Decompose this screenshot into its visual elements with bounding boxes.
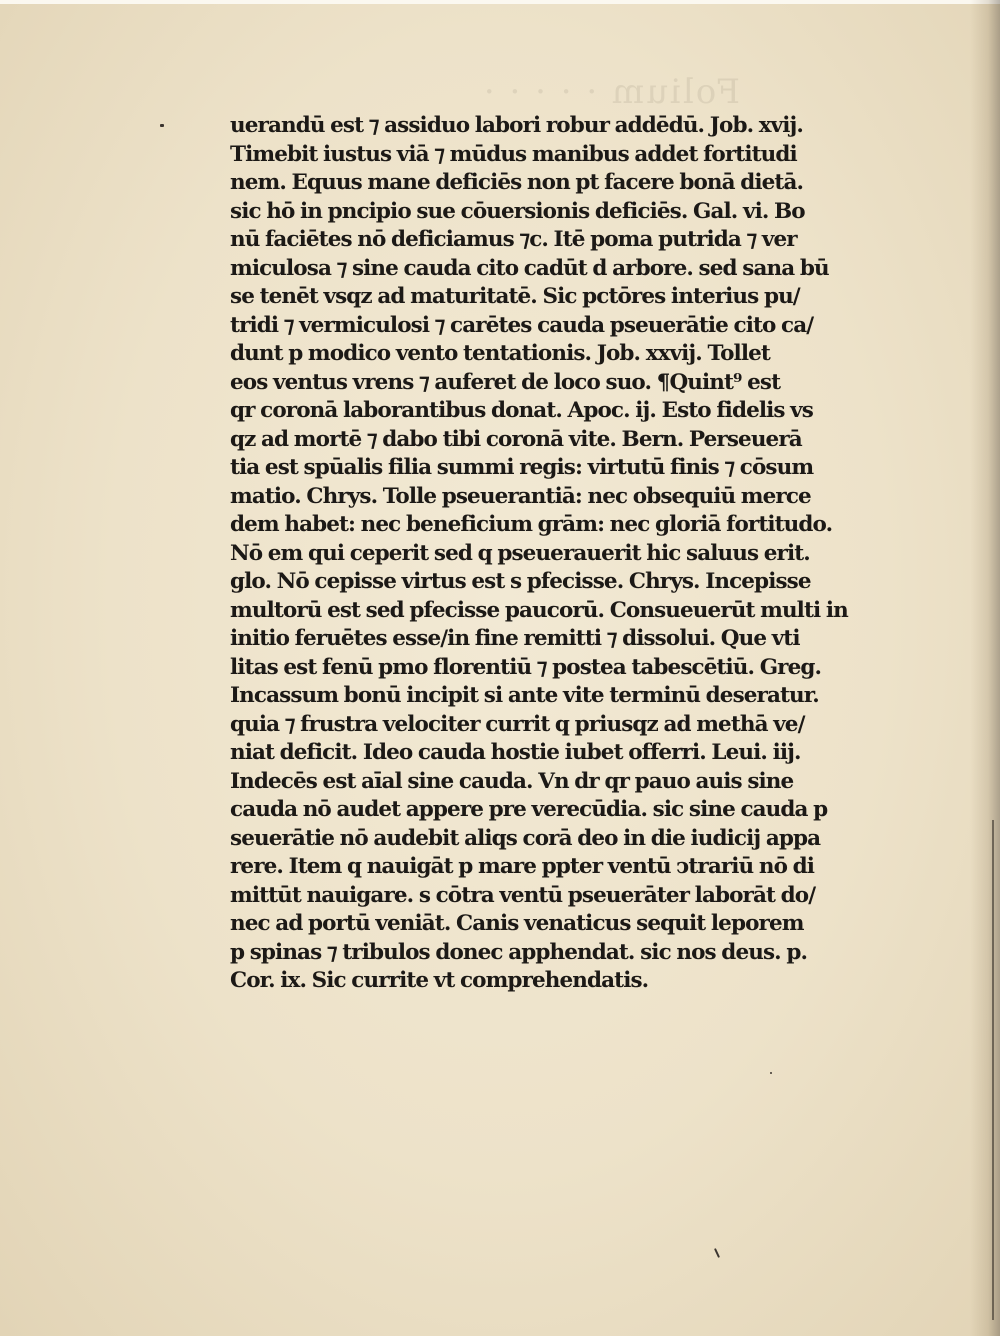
text-line: Indecēs est aīal sine cauda. Vn dr qr pauo auis sine [230,768,794,794]
text-line: nem. Equus mane deficiēs non pt facere bonā dietā. [230,170,804,195]
text-line: Cor. ix. Sic currite vt comprehendatis. [230,968,649,993]
text-line: dem habet: nec beneficium grām: nec gloriā fortitudo. [230,512,833,537]
page-right-shadow [970,0,1000,1336]
ink-speck [770,1072,772,1074]
text-line: sic hō in pncipio sue cōuersionis deficiēs. Gal. vi. Bo [230,198,805,224]
page-top-edge [0,0,1000,4]
text-line: miculosa ⁊ sine cauda cito cadūt d arbore. sed sana bū [230,255,829,281]
text-line: Incassum bonū incipit si ante vite terminū deseratur. [230,683,819,708]
text-line: matio. Chrys. Tolle pseuerantiā: nec obsequiū merce [230,483,811,509]
show-through-heading: Folium · · · · · [481,72,740,112]
text-line: uerandū est ⁊ assiduo labori robur addēdū. Job. xvij. [230,113,803,138]
page-binding-edge [992,820,994,1320]
text-line: qr coronā laborantibus donat. Apoc. ij. Esto fidelis vs [230,398,813,423]
text-line: seuerātie nō audebit aliqs corā deo in die iudicij appa [230,825,821,851]
text-line: cauda nō audet appere pre verecūdia. sic sine cauda p [230,797,828,822]
text-line: niat deficit. Ideo cauda hostie iubet offerri. Leui. iij. [230,740,801,765]
text-line: nū faciētes nō deficiamus ⁊c. Itē poma putrida ⁊ ver [230,227,797,252]
text-line: p spinas ⁊ tribulos donec apphendat. sic nos deus. p. [230,939,808,965]
text-line: initio feruētes esse/in fine remitti ⁊ dissolui. Que vti [230,626,800,651]
body-text [230,112,890,996]
text-line: nec ad portū veniāt. Canis venaticus sequit leporem [230,911,804,936]
text-line: mittūt nauigare. s cōtra ventū pseuerāter laborāt do/ [230,882,816,908]
text-line: Nō em qui ceperit sed q pseuerauerit hic saluus erit. [230,540,810,566]
text-line: se tenēt vsqz ad maturitatē. Sic pctōres interius pu/ [230,284,800,309]
text-line: glo. Nō cepisse virtus est s pfecisse. Chrys. Incepisse [230,569,811,594]
text-line: eos ventus vrens ⁊ auferet de loco suo. ¶Quint⁹ est [230,369,781,395]
text-line: rere. Item q nauigāt p mare ppter ventū ↄtrariū nō di [230,854,815,879]
text-line: tia est spūalis filia summi regis: virtutū finis ⁊ cōsum [230,455,814,480]
text-line: litas est fenū pmo florentiū ⁊ postea tabescētiū. Greg. [230,654,822,680]
text-line: quia ⁊ frustra velociter currit q priusqz ad methā ve/ [230,711,805,737]
text-line: Timebit iustus viā ⁊ mūdus manibus addet fortitudi [230,141,797,167]
text-line: qz ad mortē ⁊ dabo tibi coronā vite. Bern. Perseuerā [230,426,802,452]
text-line: dunt p modico vento tentationis. Job. xxvij. Tollet [230,341,770,366]
text-line: tridi ⁊ vermiculosi ⁊ carētes cauda pseuerātie cito ca/ [230,312,814,338]
text-line: multorū est sed pfecisse paucorū. Consueuerūt multi in [230,597,848,623]
ink-speck [160,124,164,127]
ink-speck [714,1248,720,1258]
